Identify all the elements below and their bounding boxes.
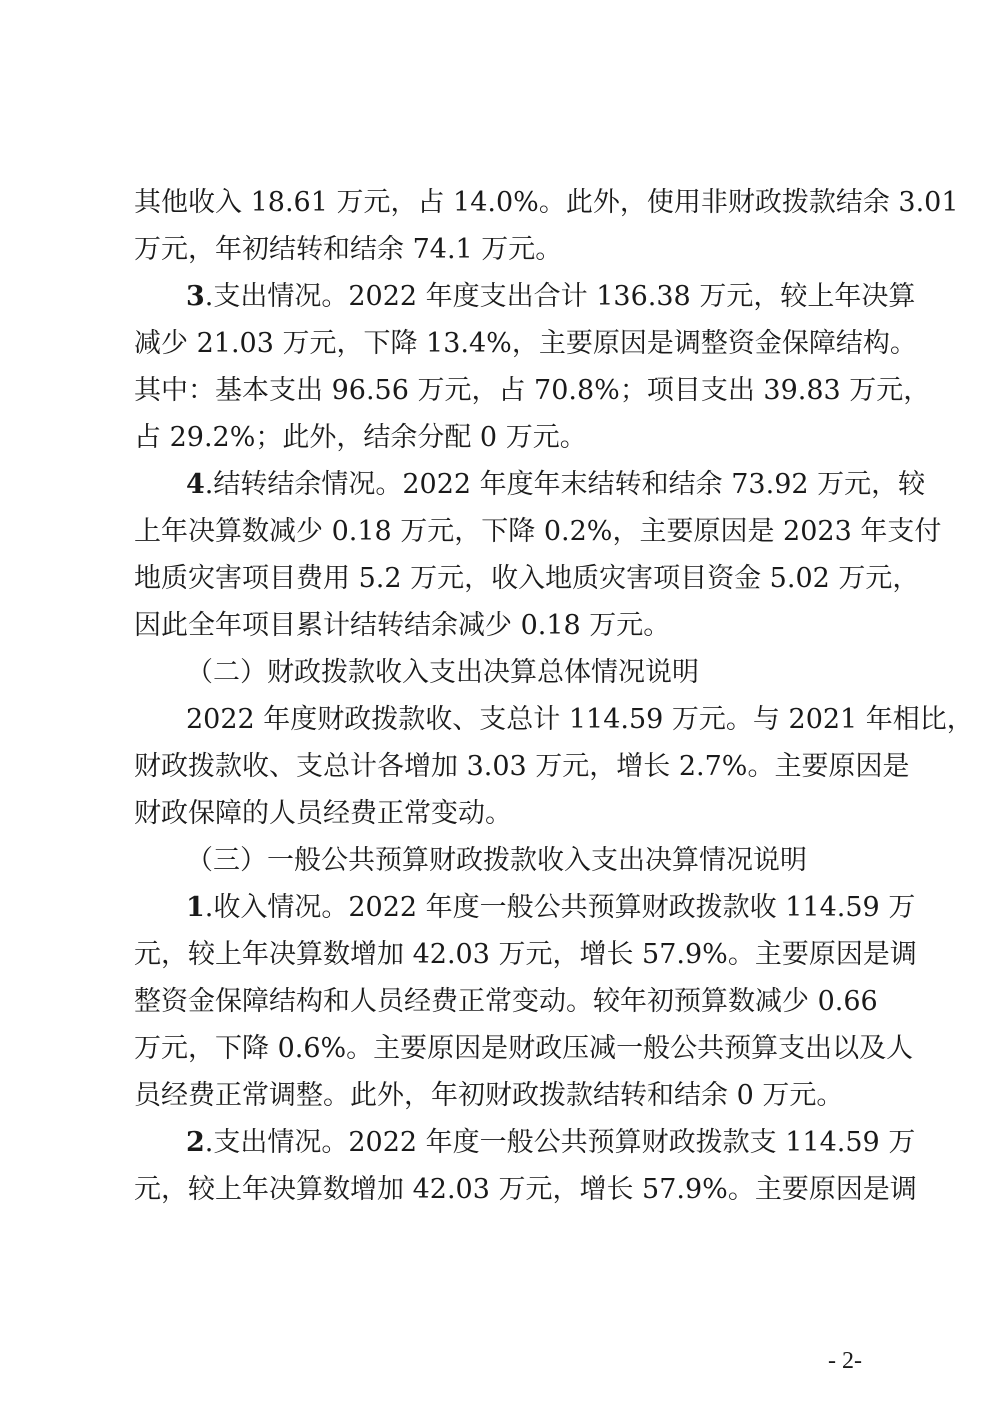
text-line-13: 财政拨款收、支总计各增加 3.03 万元，增长 2.7%。主要原因是 [134,751,910,782]
text-line-6: 占 29.2%；此外，结余分配 0 万元。 [134,422,587,453]
section-heading-3: （三）一般公共预算财政拨款收入支出决算情况说明 [186,845,807,876]
section-heading-2: （二）财政拨款收入支出决算总体情况说明 [186,657,699,688]
text-line-8: 上年决算数减少 0.18 万元，下降 0.2%，主要原因是 2023 年支付 [134,516,942,547]
text-line-10: 因此全年项目累计结转结余减少 0.18 万元。 [134,610,671,641]
text-line-4: 减少 21.03 万元，下降 13.4%，主要原因是调整资金保障结构。 [134,328,917,359]
text-line-14: 财政保障的人员经费正常变动。 [134,798,512,829]
text-line-22: 元，较上年决算数增加 42.03 万元，增长 57.9%。主要原因是调 [134,1174,917,1205]
text-line-7: 4.结转结余情况。2022 年度年末结转和结余 73.92 万元，较 [186,469,926,500]
text-line-18: 整资金保障结构和人员经费正常变动。较年初预算数减少 0.66 [134,986,878,1017]
text-line-19: 万元，下降 0.6%。主要原因是财政压减一般公共预算支出以及人 [134,1033,914,1064]
text-line-1: 其他收入 18.61 万元，占 14.0%。此外，使用非财政拨款结余 3.01 [134,187,959,218]
text-line-3: 3.支出情况。2022 年度支出合计 136.38 万元，较上年决算 [186,281,916,312]
page-number: - 2- [828,1348,862,1374]
text-line-17: 元，较上年决算数增加 42.03 万元，增长 57.9%。主要原因是调 [134,939,917,970]
text-line-16: 1.收入情况。2022 年度一般公共预算财政拨款收 114.59 万 [186,892,916,923]
text-line-9: 地质灾害项目费用 5.2 万元，收入地质灾害项目资金 5.02 万元， [134,563,920,594]
text-line-12: 2022 年度财政拨款收、支总计 114.59 万元。与 2021 年相比， [186,704,974,735]
text-line-21: 2.支出情况。2022 年度一般公共预算财政拨款支 114.59 万 [186,1127,916,1158]
text-line-20: 员经费正常调整。此外，年初财政拨款结转和结余 0 万元。 [134,1080,844,1111]
text-line-5: 其中：基本支出 96.56 万元，占 70.8%；项目支出 39.83 万元， [134,375,931,406]
text-line-2: 万元，年初结转和结余 74.1 万元。 [134,234,563,265]
